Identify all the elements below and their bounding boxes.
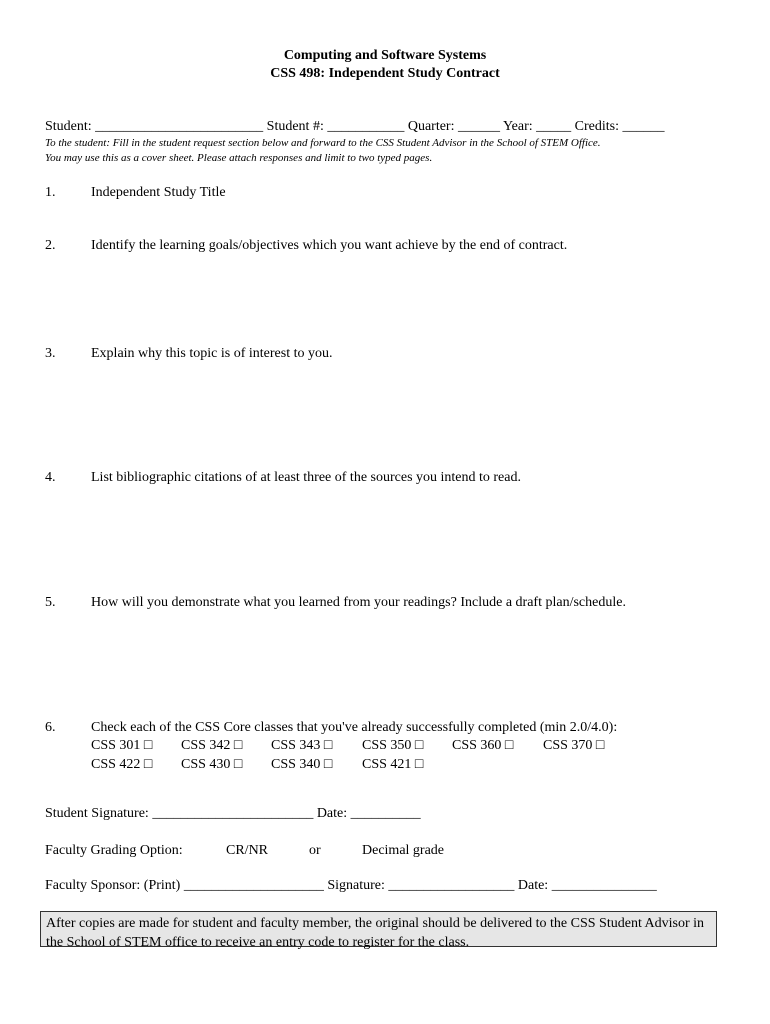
course-checkbox-css360[interactable]: CSS 360 □ bbox=[452, 738, 514, 753]
student-signature-line[interactable]: Student Signature: _______________________ Date: __________ bbox=[45, 806, 421, 821]
question-text: List bibliographic citations of at least three of the sources you intend to read. bbox=[91, 470, 521, 485]
student-info-line: Student: ________________________ Student #: ___________ Quarter: ______ Year: _____ Credits: ______ bbox=[45, 119, 665, 134]
footer-note-text: After copies are made for student and faculty member, the original should be delivered to the CSS Student Advisor in the School of STEM office to receive an entry code to register for the class. bbox=[46, 916, 705, 950]
course-checkbox-css370[interactable]: CSS 370 □ bbox=[543, 738, 605, 753]
question-text: Independent Study Title bbox=[91, 185, 226, 200]
question-number: 5. bbox=[45, 595, 56, 610]
course-checkbox-css422[interactable]: CSS 422 □ bbox=[91, 757, 153, 772]
course-checkbox-css301[interactable]: CSS 301 □ bbox=[91, 738, 153, 753]
grading-option-or: or bbox=[309, 843, 321, 858]
question-text: Identify the learning goals/objectives which you want achieve by the end of contract. bbox=[91, 238, 568, 253]
course-checkbox-css421[interactable]: CSS 421 □ bbox=[362, 757, 424, 772]
question-text: Explain why this topic is of interest to you. bbox=[91, 346, 333, 361]
course-checkbox-css430[interactable]: CSS 430 □ bbox=[181, 757, 243, 772]
question-number: 1. bbox=[45, 185, 56, 200]
question-text: Check each of the CSS Core classes that you've already successfully completed (min 2.0/4.0): bbox=[91, 720, 618, 735]
course-checkbox-css340[interactable]: CSS 340 □ bbox=[271, 757, 333, 772]
form-title-line2: CSS 498: Independent Study Contract bbox=[270, 66, 500, 81]
grading-option-crnr[interactable]: CR/NR bbox=[226, 843, 269, 858]
question-number: 3. bbox=[45, 346, 56, 361]
course-checkbox-css343[interactable]: CSS 343 □ bbox=[271, 738, 333, 753]
question-number: 2. bbox=[45, 238, 56, 253]
question-number: 6. bbox=[45, 720, 56, 735]
footer-note-box bbox=[40, 911, 717, 950]
grading-option-label: Faculty Grading Option: bbox=[45, 843, 183, 858]
question-number: 4. bbox=[45, 470, 56, 485]
grading-option-decimal[interactable]: Decimal grade bbox=[362, 843, 445, 858]
instructions-line2: You may use this as a cover sheet. Please attach responses and limit to two typed pages. bbox=[45, 152, 433, 164]
instructions-line1: To the student: Fill in the student request section below and forward to the CSS Student Advisor in the School of STEM Office. bbox=[45, 137, 601, 149]
form-title-line1: Computing and Software Systems bbox=[283, 48, 487, 63]
course-checkbox-css342[interactable]: CSS 342 □ bbox=[181, 738, 243, 753]
course-checkbox-css350[interactable]: CSS 350 □ bbox=[362, 738, 424, 753]
question-text: How will you demonstrate what you learned from your readings? Include a draft plan/schedule. bbox=[91, 595, 626, 610]
faculty-sponsor-line[interactable]: Faculty Sponsor: (Print) ____________________ Signature: __________________ Date: _______________ bbox=[45, 878, 657, 893]
